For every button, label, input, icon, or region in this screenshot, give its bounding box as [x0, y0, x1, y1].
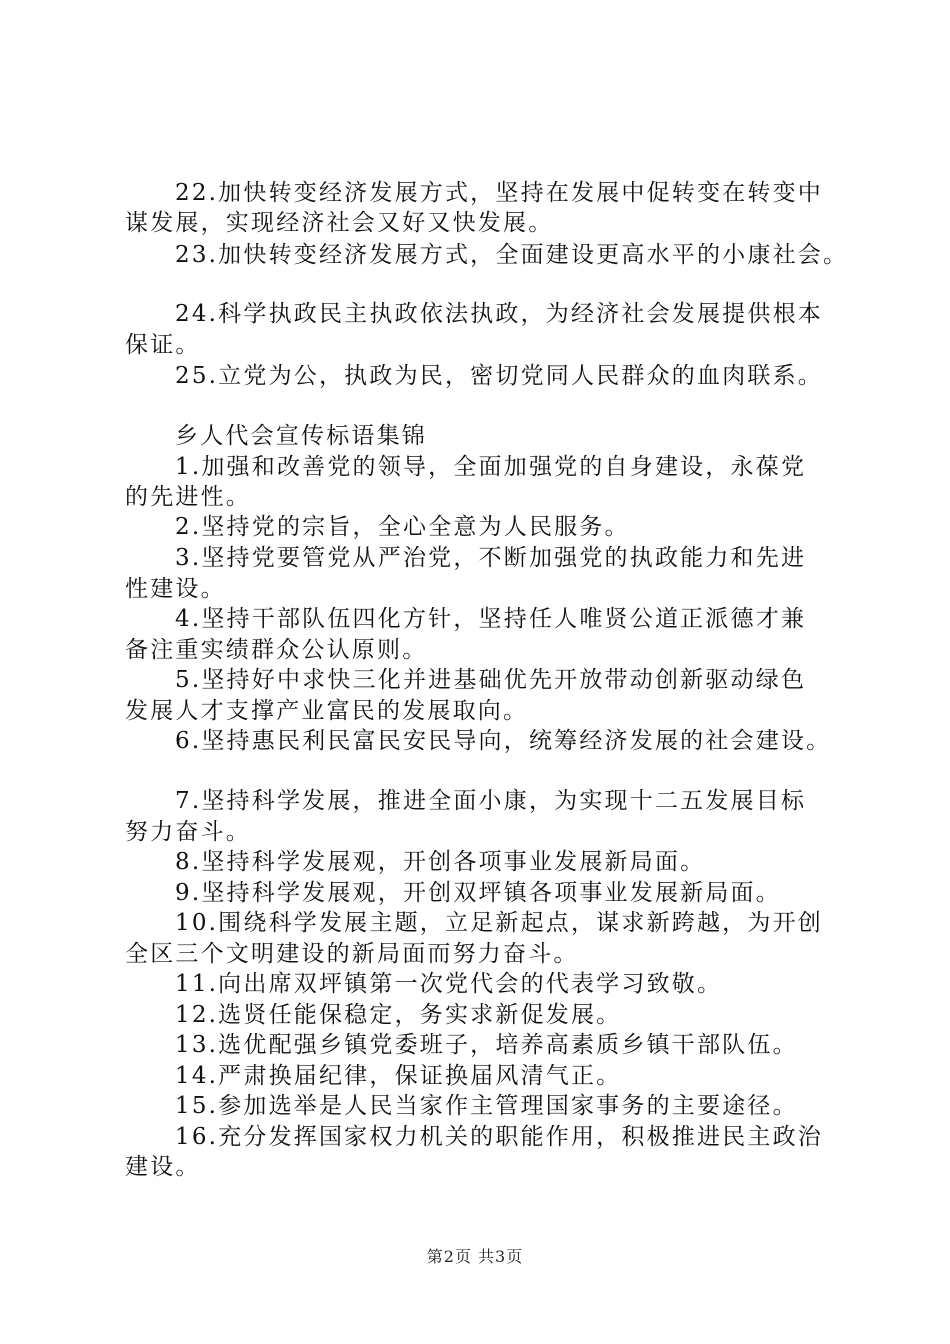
text-line: 性建设。 — [125, 576, 226, 602]
text-line: 谋发展，实现经济社会又好又快发展。 — [125, 210, 554, 236]
text-line: 5.坚持好中求快三化并进基础优先开放带动创新驱动绿色 — [175, 667, 807, 693]
text-line: 9.坚持科学发展观，开创双坪镇各项事业发展新局面。 — [175, 880, 781, 906]
text-line: 努力奋斗。 — [125, 819, 251, 845]
text-line: 13.选优配强乡镇党委班子，培养高素质乡镇干部队伍。 — [175, 1032, 798, 1058]
text-line: 1.加强和改善党的领导，全面加强党的自身建设，永葆党 — [175, 454, 807, 480]
text-line: 22.加快转变经济发展方式，坚持在发展中促转变在转变中 — [175, 180, 823, 206]
text-line: 3.坚持党要管党从严治党，不断加强党的执政能力和先进 — [175, 545, 807, 571]
text-line: 11.向出席双坪镇第一次党代会的代表学习致敬。 — [175, 971, 723, 997]
text-line: 保证。 — [125, 332, 201, 358]
text-line: 24.科学执政民主执政依法执政，为经济社会发展提供根本 — [175, 301, 823, 327]
text-line: 发展人才支撑产业富民的发展取向。 — [125, 698, 529, 724]
text-line: 25.立党为公，执政为民，密切党同人民群众的血肉联系。 — [175, 363, 823, 389]
text-line: 23.加快转变经济发展方式，全面建设更高水平的小康社会。 — [175, 242, 849, 268]
text-line: 建设。 — [125, 1154, 201, 1180]
text-line: 14.严肃换届纪律，保证换届风清气正。 — [175, 1063, 622, 1089]
text-line: 备注重实绩群众公认原则。 — [125, 637, 428, 663]
text-line: 16.充分发挥国家权力机关的职能作用，积极推进民主政治 — [175, 1124, 823, 1150]
page-footer: 第2页 共3页 — [426, 1247, 524, 1266]
text-line: 4.坚持干部队伍四化方针，坚持任人唯贤公道正派德才兼 — [175, 606, 807, 632]
text-line: 8.坚持科学发展观，开创各项事业发展新局面。 — [175, 849, 706, 875]
text-line: 15.参加选举是人民当家作主管理国家事务的主要途径。 — [175, 1093, 798, 1119]
text-line: 的先进性。 — [125, 484, 251, 510]
text-line: 6.坚持惠民利民富民安民导向，统筹经济发展的社会建设。 — [175, 728, 832, 754]
section-heading: 乡人代会宣传标语集锦 — [175, 423, 427, 449]
text-line: 10.围绕科学发展主题，立足新起点，谋求新跨越，为开创 — [175, 910, 823, 936]
text-line: 全区三个文明建设的新局面而努力奋斗。 — [125, 941, 579, 967]
text-line: 7.坚持科学发展，推进全面小康，为实现十二五发展目标 — [175, 788, 807, 814]
text-line: 2.坚持党的宗旨，全心全意为人民服务。 — [175, 514, 630, 540]
text-line: 12.选贤任能保稳定，务实求新促发展。 — [175, 1002, 622, 1028]
